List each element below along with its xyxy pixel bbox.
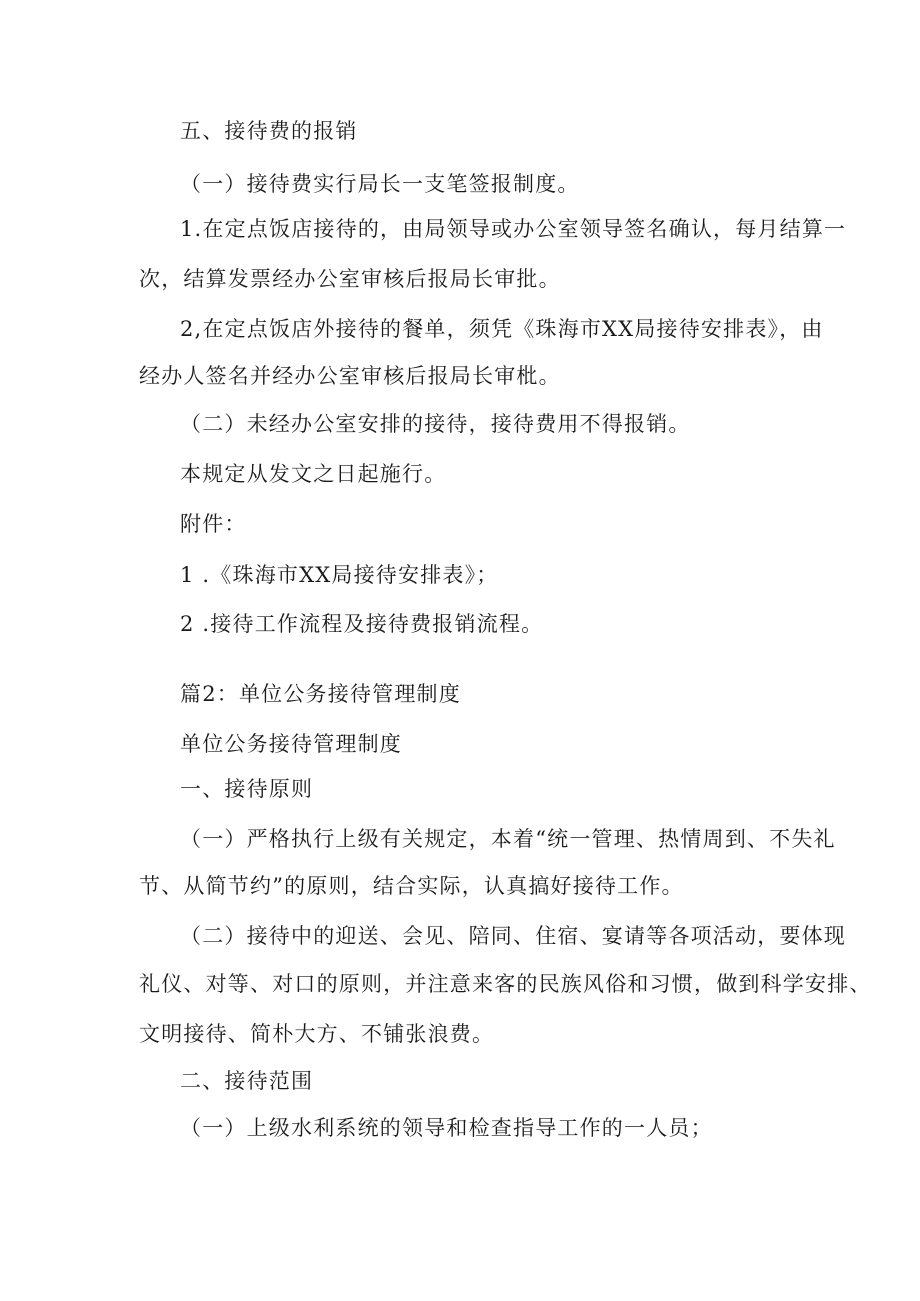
paragraph-line: （二）接待中的迎送、会见、陪同、住宿、宴请等各项活动，要体现 [180, 924, 846, 948]
paragraph-line: （一）严格执行上级有关规定，本着“统一管理、热情周到、不失礼 [180, 827, 836, 851]
attachments-heading: 附件： [180, 512, 247, 536]
paragraph-line: （一）接待费实行局长一支笔签报制度。 [180, 172, 580, 196]
paragraph-line: 本规定从发文之日起施行。 [180, 462, 447, 486]
paragraph-line: 节、从简节约”的原则，结合实际，认真搞好接待工作。 [139, 874, 684, 898]
attachment-item: 2 .接待工作流程及接待费报销流程。 [180, 612, 544, 636]
paragraph-line: 2,在定点饭店外接待的餐单，须凭《珠海市XX局接待安排表》，由 [180, 317, 824, 341]
paragraph-line: 经办人签名并经办公室审核后报局长审枇。 [139, 364, 561, 388]
section-heading-scope: 二、接待范围 [180, 1069, 314, 1093]
paragraph-line: 文明接待、简朴大方、不铺张浪费。 [139, 1022, 495, 1046]
paragraph-line: 1.在定点饭店接待的，由局领导或办公室领导签名确认，每月结算一 [180, 217, 847, 241]
paragraph-line: （二）未经办公室安排的接待，接待费用不得报销。 [180, 412, 691, 436]
paragraph-line: 次，结算发票经办公室审核后报局长审批。 [139, 267, 561, 291]
article-title: 篇2：单位公务接待管理制度 [180, 682, 461, 706]
section-heading-reimbursement: 五、接待费的报销 [180, 119, 358, 143]
paragraph-line: 礼仪、对等、对口的原则，并注意来客的民族风俗和习惯，做到科学安排、 [139, 972, 872, 996]
document-title: 单位公务接待管理制度 [180, 732, 402, 756]
paragraph-line: （一）上级水利系统的领导和检查指导工作的一人员； [180, 1116, 713, 1140]
attachment-item: 1 .《珠海市XX局接待安排表》； [180, 563, 499, 587]
section-heading-principles: 一、接待原则 [180, 777, 314, 801]
